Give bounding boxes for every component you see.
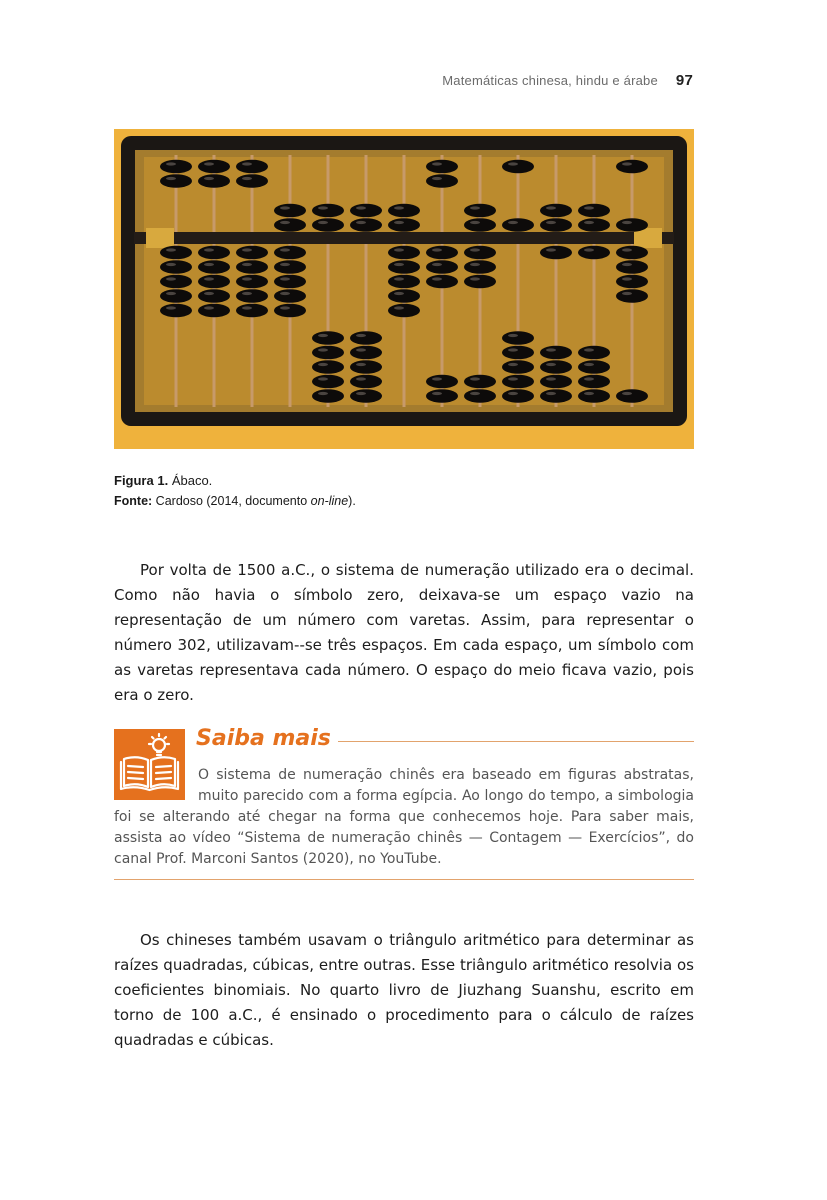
abacus-bead-highlight: [508, 221, 518, 224]
abacus-bead-highlight: [546, 377, 556, 380]
abacus-bead: [388, 275, 420, 289]
abacus-bead: [160, 174, 192, 188]
abacus-bead: [540, 346, 572, 360]
abacus-bead-highlight: [508, 334, 518, 337]
abacus-bead-highlight: [546, 348, 556, 351]
abacus-bead: [274, 218, 306, 232]
abacus-bead-highlight: [622, 263, 632, 266]
abacus-bead: [236, 260, 268, 274]
abacus-bead-highlight: [508, 348, 518, 351]
abacus-bead-highlight: [204, 177, 214, 180]
abacus-bead-highlight: [470, 206, 480, 209]
abacus-bead-highlight: [166, 292, 176, 295]
abacus-bead-highlight: [204, 162, 214, 165]
abacus-bead-highlight: [318, 348, 328, 351]
abacus-bead-highlight: [242, 306, 252, 309]
abacus-bead: [312, 389, 344, 403]
abacus-bead-highlight: [356, 363, 366, 366]
abacus-bead-highlight: [394, 292, 404, 295]
abacus-bead-highlight: [584, 221, 594, 224]
abacus-bead: [312, 375, 344, 389]
abacus-bead-highlight: [356, 221, 366, 224]
abacus-bead: [464, 275, 496, 289]
abacus-bead: [160, 260, 192, 274]
abacus-bead: [540, 389, 572, 403]
abacus-bead: [502, 360, 534, 374]
abacus-bead-highlight: [242, 292, 252, 295]
abacus-bead: [274, 275, 306, 289]
abacus-bead: [160, 289, 192, 303]
abacus-bead: [426, 275, 458, 289]
saiba-mais-rule-bottom: [114, 879, 694, 880]
abacus-bead-highlight: [546, 363, 556, 366]
abacus-bead: [388, 260, 420, 274]
abacus-bead: [616, 275, 648, 289]
abacus-bead-highlight: [166, 162, 176, 165]
abacus-bead: [426, 160, 458, 174]
abacus-bead-highlight: [470, 248, 480, 251]
abacus-bead: [388, 246, 420, 260]
source-italic: on-line: [310, 494, 349, 508]
abacus-bead: [464, 246, 496, 260]
abacus-bead-highlight: [356, 334, 366, 337]
abacus-bead: [274, 246, 306, 260]
abacus-bead: [502, 346, 534, 360]
abacus-bead-highlight: [166, 306, 176, 309]
abacus-bead-highlight: [432, 263, 442, 266]
abacus-bead: [274, 260, 306, 274]
abacus-bead: [578, 346, 610, 360]
abacus-bead: [540, 246, 572, 260]
abacus-bead-highlight: [356, 392, 366, 395]
figure-caption: [114, 470, 694, 512]
abacus-bead-highlight: [394, 206, 404, 209]
abacus-bead: [236, 160, 268, 174]
source-text: Cardoso (2014, documento: [155, 494, 311, 508]
abacus-bead-highlight: [242, 248, 252, 251]
abacus-bead-highlight: [280, 263, 290, 266]
abacus-bead: [502, 375, 534, 389]
abacus-bead: [312, 204, 344, 218]
abacus-bead: [578, 375, 610, 389]
abacus-bead: [236, 304, 268, 318]
abacus-bead: [160, 304, 192, 318]
abacus-bead-highlight: [204, 292, 214, 295]
abacus-bead: [198, 275, 230, 289]
abacus-bead: [540, 204, 572, 218]
abacus-bead-highlight: [394, 263, 404, 266]
abacus-bead: [502, 331, 534, 345]
abacus-bead: [578, 218, 610, 232]
abacus-bead-highlight: [546, 392, 556, 395]
abacus-bead: [464, 389, 496, 403]
abacus-bead-highlight: [318, 377, 328, 380]
abacus-bead: [274, 204, 306, 218]
abacus-bead: [198, 174, 230, 188]
abacus-bead: [198, 304, 230, 318]
abacus-bead-highlight: [204, 263, 214, 266]
abacus-bead-highlight: [432, 248, 442, 251]
body-paragraph-2: Os chineses também usavam o triângulo aritmético para determinar as raízes quadradas, cúbicas, entre outras. Esse triângulo aritmético resolvia os coeficientes binomiais. No quarto livro de Jiuzhang Suanshu, escrito em torno de 100 a.C., é ensinado o procedimento para o cálculo de raízes quadradas e cúbicas.: [114, 931, 694, 1049]
abacus-bead-highlight: [166, 277, 176, 280]
abacus-figure: [114, 129, 694, 449]
abacus-bead-highlight: [508, 377, 518, 380]
abacus-bead-highlight: [432, 277, 442, 280]
abacus-bead-highlight: [622, 248, 632, 251]
abacus-bead-highlight: [242, 162, 252, 165]
abacus-bead-highlight: [508, 162, 518, 165]
abacus-bead: [578, 204, 610, 218]
abacus-bead: [198, 160, 230, 174]
abacus-bead: [312, 331, 344, 345]
abacus-bead: [426, 375, 458, 389]
abacus-bead-highlight: [470, 263, 480, 266]
saiba-mais-text: [114, 765, 694, 870]
abacus-bead-highlight: [280, 206, 290, 209]
abacus-bead-highlight: [318, 206, 328, 209]
abacus-bead: [388, 218, 420, 232]
abacus-bead: [388, 204, 420, 218]
abacus-bead-highlight: [584, 392, 594, 395]
abacus-bead-highlight: [166, 263, 176, 266]
abacus-bead-highlight: [622, 221, 632, 224]
abacus-bead: [464, 218, 496, 232]
source-label: Fonte:: [114, 494, 153, 508]
abacus-bead-highlight: [470, 377, 480, 380]
abacus-bead: [198, 246, 230, 260]
abacus-bead: [274, 304, 306, 318]
abacus-bead: [616, 160, 648, 174]
abacus-bead-highlight: [470, 392, 480, 395]
abacus-bead-highlight: [280, 248, 290, 251]
abacus-bead-highlight: [622, 277, 632, 280]
abacus-bead-highlight: [356, 206, 366, 209]
abacus-bead-highlight: [432, 377, 442, 380]
abacus-bead: [198, 289, 230, 303]
abacus-bead: [312, 346, 344, 360]
abacus-bead-highlight: [204, 306, 214, 309]
abacus-bead-highlight: [432, 162, 442, 165]
abacus-bead: [350, 331, 382, 345]
abacus-bead: [426, 246, 458, 260]
abacus-bead-highlight: [622, 292, 632, 295]
abacus-bead: [578, 246, 610, 260]
abacus-bead-highlight: [394, 306, 404, 309]
abacus-bead-highlight: [584, 248, 594, 251]
abacus-bead-highlight: [432, 392, 442, 395]
abacus-bead: [274, 289, 306, 303]
body-paragraph-1: Por volta de 1500 a.C., o sistema de numeração utilizado era o decimal. Como não havia o símbolo zero, deixava-se um espaço vazio na representação de um número com varetas. Assim, para representar o número 302, utilizavam--se três espaços. Em cada espaço, um símbolo com as varetas representava cada número. O espaço do meio ficava vazio, pois era o zero.: [114, 561, 694, 704]
abacus-bead: [616, 218, 648, 232]
abacus-bead-highlight: [356, 348, 366, 351]
figure-caption-text: Ábaco.: [171, 473, 213, 488]
abacus-bead-highlight: [584, 206, 594, 209]
saiba-mais-rule-top: [338, 741, 694, 742]
abacus-bead-highlight: [394, 277, 404, 280]
abacus-bead-highlight: [280, 292, 290, 295]
abacus-bead-highlight: [584, 348, 594, 351]
running-title: Matemáticas chinesa, hindu e árabe: [442, 73, 658, 88]
abacus-bead: [502, 218, 534, 232]
abacus-bead-highlight: [470, 221, 480, 224]
abacus-bead-highlight: [242, 263, 252, 266]
abacus-beam: [134, 232, 674, 244]
abacus-bead: [350, 389, 382, 403]
abacus-bead: [426, 389, 458, 403]
abacus-bead: [464, 375, 496, 389]
abacus-bead: [540, 375, 572, 389]
abacus-bead-highlight: [318, 363, 328, 366]
running-header: [93, 72, 693, 89]
abacus-bead-highlight: [546, 248, 556, 251]
abacus-bead-highlight: [166, 248, 176, 251]
abacus-bead-highlight: [166, 177, 176, 180]
abacus-bead: [426, 174, 458, 188]
saiba-mais-body: O sistema de numeração chinês era baseado em figuras abstratas, muito parecido com a forma egípcia. Ao longo do tempo, a simbologia foi se alterando até chegar na forma que conhecemos hoje. Para saber mais, assista ao vídeo “Sistema de numeração chinês — Contagem — Exercícios”, do canal Prof. Marconi Santos (2020), no YouTube.: [114, 767, 694, 867]
abacus-bead: [616, 389, 648, 403]
abacus-bead: [540, 360, 572, 374]
abacus-bead: [388, 289, 420, 303]
abacus-bead: [502, 160, 534, 174]
abacus-bead: [236, 275, 268, 289]
abacus-bead-highlight: [432, 177, 442, 180]
abacus-bead: [388, 304, 420, 318]
abacus-bead: [350, 346, 382, 360]
abacus-bead-highlight: [470, 277, 480, 280]
abacus-bead: [540, 218, 572, 232]
page-number: 97: [675, 72, 693, 89]
abacus-bead-highlight: [622, 162, 632, 165]
abacus-bead: [464, 204, 496, 218]
abacus-bead: [236, 174, 268, 188]
brass-plate-left: [146, 228, 174, 248]
abacus-bead-highlight: [546, 221, 556, 224]
abacus-bead-highlight: [622, 392, 632, 395]
abacus-bead: [616, 246, 648, 260]
abacus-bead-highlight: [280, 306, 290, 309]
abacus-bead-highlight: [508, 392, 518, 395]
abacus-bead: [312, 360, 344, 374]
abacus-bead: [350, 375, 382, 389]
abacus-bead: [312, 218, 344, 232]
abacus-bead-highlight: [280, 277, 290, 280]
abacus-bead-highlight: [356, 377, 366, 380]
abacus-bead: [616, 260, 648, 274]
abacus-bead: [160, 160, 192, 174]
abacus-bead-highlight: [242, 277, 252, 280]
abacus-bead-highlight: [508, 363, 518, 366]
abacus-bead-highlight: [204, 277, 214, 280]
abacus-bead-highlight: [546, 206, 556, 209]
saiba-mais-title: Saiba mais: [196, 726, 331, 751]
abacus-bead: [198, 260, 230, 274]
abacus-bead: [464, 260, 496, 274]
abacus-bead-highlight: [584, 363, 594, 366]
abacus-bead: [236, 246, 268, 260]
abacus-bead-highlight: [280, 221, 290, 224]
abacus-bead-highlight: [394, 248, 404, 251]
abacus-bead-highlight: [318, 221, 328, 224]
abacus-bead-highlight: [318, 334, 328, 337]
abacus-bead: [160, 246, 192, 260]
abacus-bead-highlight: [242, 177, 252, 180]
abacus-bead: [350, 360, 382, 374]
abacus-bead: [578, 360, 610, 374]
abacus-bead: [578, 389, 610, 403]
abacus-image: [114, 129, 694, 449]
abacus-bead: [160, 275, 192, 289]
abacus-bead-highlight: [204, 248, 214, 251]
abacus-bead: [426, 260, 458, 274]
abacus-bead: [502, 389, 534, 403]
abacus-bead: [236, 289, 268, 303]
source-text-end: ).: [348, 494, 356, 508]
abacus-bead-highlight: [584, 377, 594, 380]
abacus-bead-highlight: [318, 392, 328, 395]
abacus-bead-highlight: [394, 221, 404, 224]
abacus-bead: [350, 218, 382, 232]
figure-label: Figura 1.: [114, 473, 169, 488]
abacus-bead: [350, 204, 382, 218]
abacus-bead: [616, 289, 648, 303]
